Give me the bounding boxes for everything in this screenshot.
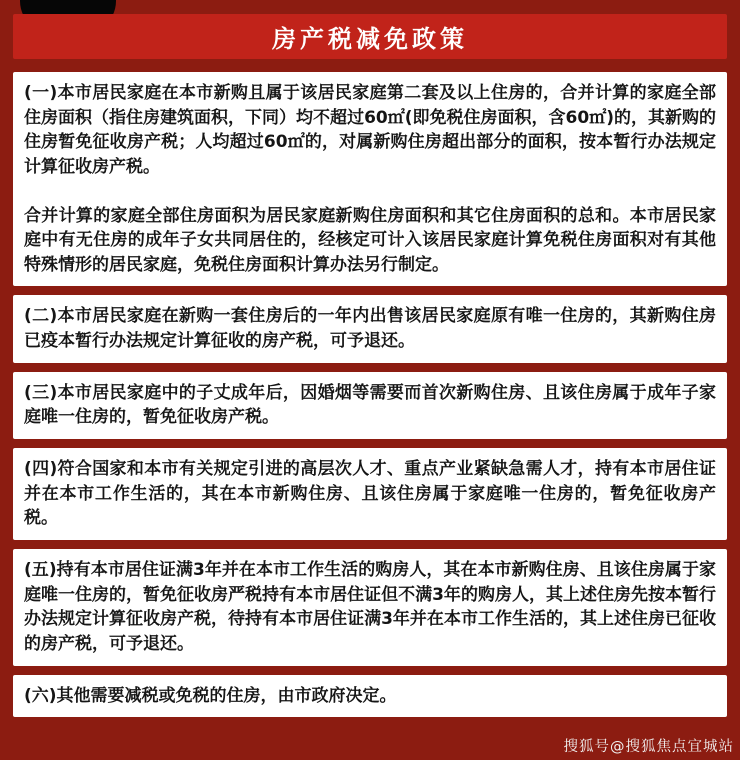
policy-box-3 [13,372,727,439]
policy-box-2 [13,295,727,362]
policy-box-1 [13,72,727,286]
policy-box-6 [13,675,727,718]
policy-paragraph: (六)其他需要减税或免税的住房，由市政府决定。 [24,685,397,706]
policy-box-5 [13,549,727,666]
watermark: 搜狐号@搜狐焦点宜城站 [563,739,734,755]
policy-paragraph: 合并计算的家庭全部住房面积为居民家庭新购住房面积和其它住房面积的总和。本市居民家庭中有无住房的成年子女共同居住的，经核定可计入该居民家庭计算免税住房面积对有其他特殊情形的居民家庭，免税住房面积计算办法另行制定。 [24,205,716,275]
policy-box-4 [13,448,727,540]
policy-paragraph: (三)本市居民家庭中的子丈成年后，因婚烟等需要而首次新购住房、且该住房属于成年子家庭唯一住房的，暂免征收房产税。 [24,382,716,428]
policy-paragraph: (四)符合国家和本市有关规定引进的高层次人才、重点产业紧缺急需人才，持有本市居住证并在本市工作生活的，其在本市新购住房、且该住房属于家庭唯一住房的，暂免征收房产税。 [24,459,716,529]
policy-paragraph: (五)持有本市居住证满3年并在本市工作生活的购房人，其在本市新购住房、且该住房属于家庭唯一住房的，暂免征收房严税持有本市居住证但不满3年的购房人，其上述住房先按本暂行办法规定计算征收房产税，待持有本市居住证满3年并在本市工作生活的，其上述住房已征收的房产税，可予退还。 [24,559,716,654]
policy-paragraph: (二)本市居民家庭在新购一套住房后的一年内出售该居民家庭原有唯一住房的，其新购住房已疫本暂行办法规定计算征收的房产税，可予退还。 [24,306,716,352]
page-title: 房产税减免政策 [272,25,468,53]
title-bar [13,14,727,59]
policy-paragraph: (一)本市居民家庭在本市新购且属于该居民家庭第二套及以上住房的，合并计算的家庭全部住房面积（指住房建筑面积，下同）均不超过60㎡(即免税住房面积，含60㎡)的，其新购的住房暂免征收房产税；人均超过60㎡的，对属新购住房超出部分的面积，按本暂行办法规定计算征收房产税。 [24,83,716,177]
